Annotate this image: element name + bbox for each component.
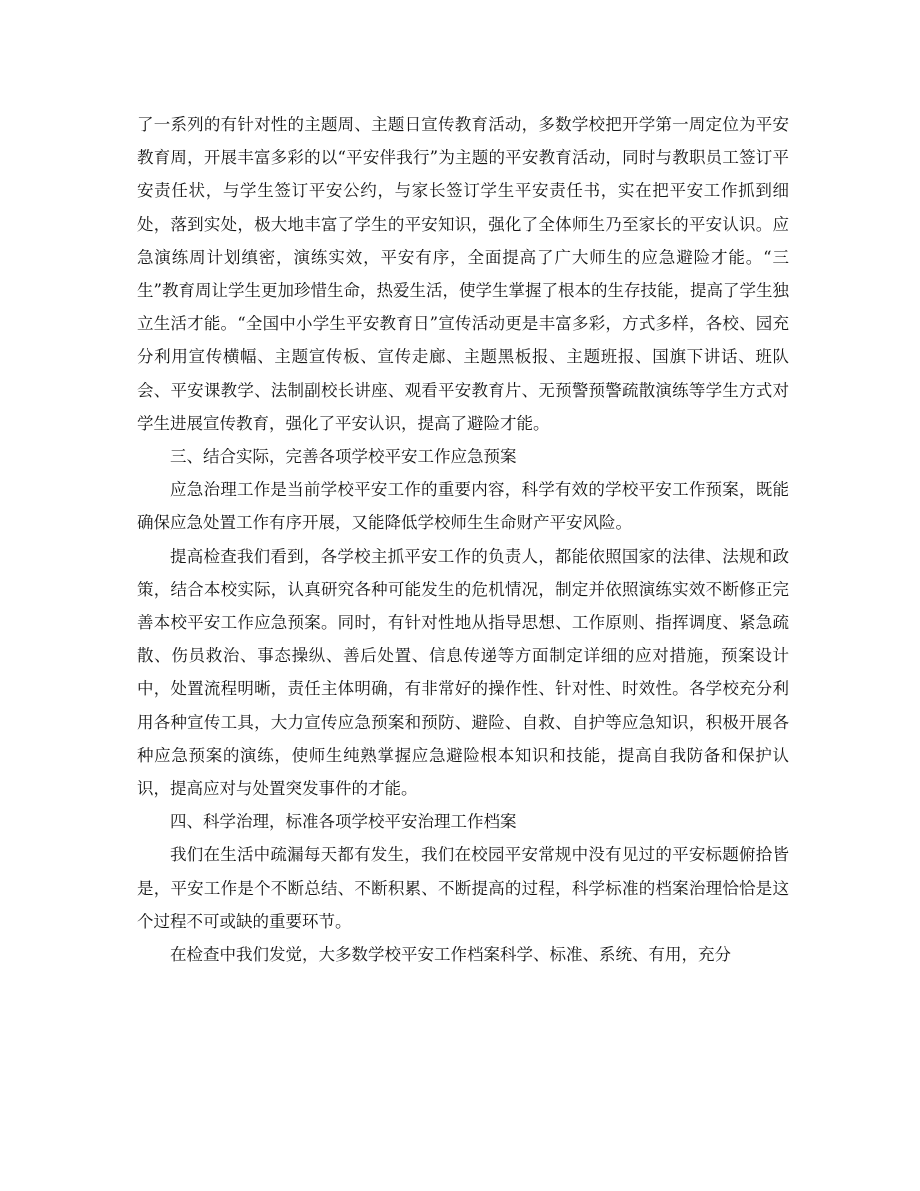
document-page: [137, 108, 789, 971]
body-paragraph-1: 了一系列的有针对性的主题周、主题日宣传教育活动，多数学校把开学第一周定位为平安教育周，开展丰富多彩的以“平安伴我行”为主题的平安教育活动，同时与教职员工签订平安责任状，与学生签订平安公约，与家长签订学生平安责任书，实在把平安工作抓到细处，落到实处，极大地丰富了学生的平安知识，强化了全体师生乃至家长的平安认识。应急演练周计划缜密，演练实效，平安有序，全面提高了广大师生的应急避险才能。“三生”教育周让学生更加珍惜生命，热爱生活，使学生掌握了根本的生存技能，提高了学生独立生活才能。“全国中小学生平安教育日”宣传活动更是丰富多彩，方式多样，各校、园充分利用宣传横幅、主题宣传板、宣传走廊、主题黑板报、主题班报、国旗下讲话、班队会、平安课教学、法制副校长讲座、观看平安教育片、无预警预警疏散演练等学生方式对学生进展宣传教育，强化了平安认识，提高了避险才能。: [137, 115, 789, 433]
section-heading-3: 三、结合实际，完善各项学校平安工作应急预案: [170, 447, 517, 467]
body-paragraph-3: 提高检查我们看到，各学校主抓平安工作的负责人，都能依照国家的法律、法规和政策，结合本校实际，认真研究各种可能发生的危机情况，制定并依照演练实效不断修正完善本校平安工作应急预案。同时，有针对性地从指导思想、工作原则、指挥调度、紧急疏散、伤员救治、事态操纵、善后处置、信息传递等方面制定详细的应对措施，预案设计中，处置流程明晰，责任主体明确，有非常好的操作性、针对性、时效性。各学校充分利用各种宣传工具，大力宣传应急预案和预防、避险、自救、自护等应急知识，积极开展各种应急预案的演练，使师生纯熟掌握应急避险根本知识和技能，提高自我防备和保护认识，提高应对与处置突发事件的才能。: [137, 546, 789, 799]
body-paragraph-2: 应急治理工作是当前学校平安工作的重要内容，科学有效的学校平安工作预案，既能确保应急处置工作有序开展，又能降低学校师生生命财产平安风险。: [137, 480, 789, 533]
body-paragraph-4: 我们在生活中疏漏每天都有发生，我们在校园平安常规中没有见过的平安标题俯拾皆是，平安工作是个不断总结、不断积累、不断提高的过程，科学标准的档案治理恰恰是这个过程不可或缺的重要环节。: [137, 845, 789, 931]
section-heading-4: 四、科学治理，标准各项学校平安治理工作档案: [170, 812, 517, 832]
body-paragraph-5: 在检查中我们发觉，大多数学校平安工作档案科学、标准、系统、有用，充分: [170, 945, 731, 965]
